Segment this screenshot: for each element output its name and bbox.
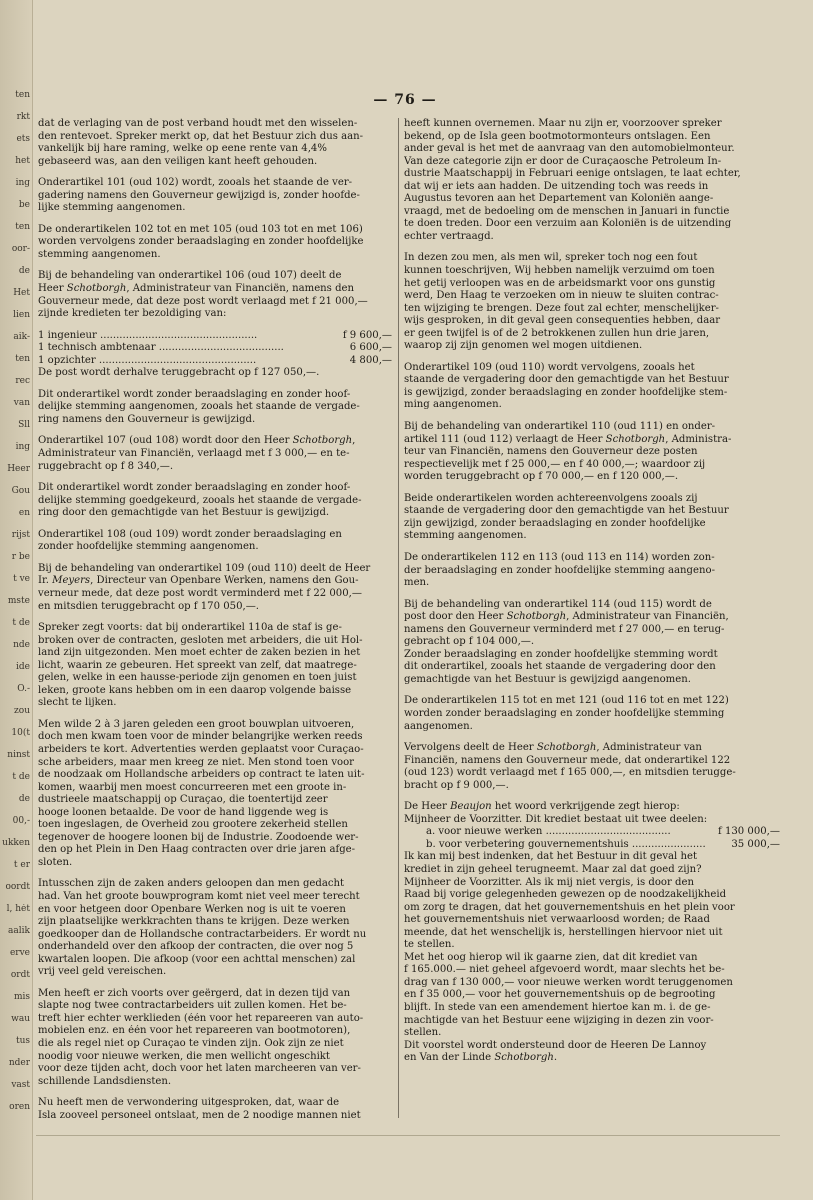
paragraph [38,988,392,1088]
paragraph [38,435,392,473]
margin-note: rkt [16,112,30,122]
text-line: treft hier echter werklieden (één voor het repareeren van auto- [38,1012,364,1024]
paragraph [38,719,392,870]
paragraph [38,878,392,978]
text-line: Spreker zegt voorts: dat bij onderartikel 110a de staf is ge- [38,622,342,634]
text-line: krediet in zijn geheel terugneemt. Maar zal dat goed zijn? [404,863,702,875]
text-line: zijn gewijzigd, zonder beraadslaging en zonder hoofdelijke [404,517,706,529]
margin-note: erve [9,948,30,958]
text-line: wijs gesproken, in dit geval geen consequenties hebben, daar [404,315,721,327]
text-line: Mijnheer de Voorzitter. Als ik mij niet vergis, is door den [404,876,694,888]
paragraph [38,1097,392,1122]
text-line: Nu heeft men de verwondering uitgesproken, dat, waar de [38,1097,340,1109]
text-line: Bij de behandeling van onderartikel 114 (oud 115) wordt de [404,598,712,610]
text-line: worden teruggebracht op f 70 000,— en f 120 000,—. [404,471,679,483]
text-line: Beide onderartikelen worden achtereenvolgens zooals zij [404,492,698,504]
text-line: echter vertraagd. [404,230,494,242]
text-line: den rentevoet. Spreker merkt op, dat het Bestuur zich dus aan- [38,130,364,142]
text-line: Bij de behandeling van onderartikel 106 (oud 107) deelt de [38,270,342,282]
text-line: Onderartikel 109 (oud 110) wordt vervolgens, zooals het [404,361,695,373]
margin-note: tus [15,1036,30,1046]
text-line: gemachtigde van het Bestuur is gewijzigd aangenomen. [404,673,691,685]
text-line: slapte nog twee contractarbeiders uit zullen komen. Het be- [38,1000,347,1012]
text-line: gelen, welke in een hausse-periode zijn genomen en toen juist [38,672,357,684]
margin-note: ets [16,134,30,144]
text-line: te doen treden. Door een verzuim aan Koloniën is de uitzending [404,218,732,230]
margin-note: ten [15,90,30,100]
text-line: worden vervolgens zonder beraadslaging en zonder hoofdelijke [38,236,364,248]
text-line: staande de vergadering door den gemachtigde van het Bestuur [404,374,729,386]
margin-note: ing [15,442,30,452]
margin-note: aalik [8,926,30,936]
text-line: sche arbeiders, maar men kreeg ze niet. Men stond toen voor [38,756,355,768]
text-line: Intusschen zijn de zaken anders geloopen dan men gedacht [38,878,345,890]
left-column [38,118,392,1128]
text-line: schillende Landsdiensten. [38,1075,172,1087]
text-line: drag van f 130 000,— voor nieuwe werken wordt teruggenomen [404,976,733,988]
paragraph [38,389,392,427]
text-line: worden zonder beraadslaging en zonder hoofdelijke stemming [404,707,725,719]
margin-note: t er [13,860,30,870]
margin-note: ten [15,222,30,232]
text-line: blijft. In stede van een amendement hiertoe kan m. i. de ge- [404,1002,711,1013]
margin-note: nde [13,640,30,650]
column-divider [398,118,399,1118]
text-line: komen, waarbij men moest concurreeren met een groote in- [38,781,347,793]
margin-note: be [18,200,30,210]
amount-row [404,839,780,852]
text-line: stemming aangenomen. [404,530,527,542]
margin-note: ten [15,354,30,364]
text-line: men. [404,577,430,589]
text-line: Bij de behandeling van onderartikel 110 (oud 111) en onder- [404,421,716,433]
text-line: ander geval is het met de aanvraag van den automobielmonteur. [404,143,735,155]
text-line: de noodzaak om Hollandsche arbeiders op contract te laten uit- [38,769,365,781]
margin-note: mste [7,596,30,606]
paragraph [404,801,780,1064]
margin-note: aik- [13,332,30,342]
text-line: lijke stemming aangenomen. [38,202,186,214]
text-line: Ir. Meyers, Directeur van Openbare Werken, namens den Gou- [38,575,359,587]
margin-note: de [18,794,30,804]
text-line: Heer Schotborgh, Administrateur van Financiën, namens den [38,283,355,295]
amount-value: f 130 000,— [718,826,780,838]
margin-note: wau [11,1014,30,1024]
paragraph [404,362,780,412]
text-line: en f 35 000,— voor het gouvernementshuis op de begrooting [404,989,716,1001]
text-line: delijke stemming aangenomen, zooals het staande de vergade- [38,401,360,413]
text-line: land zijn uitgezonden. Men moet echter de zaken bezien in het [38,647,361,659]
text-line: machtigde van het Bestuur eene wijziging in dezen zin voor- [404,1014,714,1026]
text-line: Dit onderartikel wordt zonder beraadslaging en zonder hoof- [38,388,351,400]
paragraph [38,529,392,554]
text-line: Isla zooveel personeel ontslaat, men de 2 noodige mannen niet [38,1109,361,1121]
text-line: slecht te lijken. [38,697,117,709]
text-line: vankelijk bij hare raming, welke op eene rente van 4,4% [38,143,327,155]
paragraph [404,695,780,733]
text-line: stemming aangenomen. [38,248,161,260]
text-line: zonder hoofdelijke stemming aangenomen. [38,541,259,553]
paragraph [404,252,780,352]
text-line: Bij de behandeling van onderartikel 109 (oud 110) deelt de Heer [38,562,371,574]
margin-note: oren [9,1102,30,1112]
text-line: kunnen toeschrijven, Wij hebben namelijk verzuimd om toen [404,265,715,277]
text-line: is gewijzigd, zonder beraadslaging en zonder hoofdelijke stem- [404,386,728,398]
margin-note: r be [11,552,30,562]
paragraph [404,742,780,792]
text-line: Van deze categorie zijn er door de Curaçaosche Petroleum In- [404,155,722,167]
text-line: Onderartikel 108 (oud 109) wordt zonder beraadslaging en [38,528,342,540]
text-line: vrij veel geld vereischen. [38,966,167,978]
text-line: In dezen zou men, als men wil, spreker toch nog een fout [404,252,698,264]
margin-note: lien [13,310,30,320]
text-line: Raad bij vorige gelegenheden gewezen op de noodzakelijkheid [404,889,727,901]
text-line: De Heer Beaujon het woord verkrijgende zegt hierop: [404,801,680,813]
text-line: Onderartikel 101 (oud 102) wordt, zooals het staande de ver- [38,177,353,189]
amount-label: b. voor verbetering gouvernementshuis ....................... [426,838,706,850]
text-line: kwartalen loopen. Die afkoop (voor een achttal menschen) zal [38,953,356,965]
paragraph [404,421,780,484]
text-line: onderhandeld over den afkoop der contracten, die over nog 5 [38,941,354,953]
text-line: bracht op f 9 000,—. [404,779,509,791]
margin-note: 00,- [12,816,30,826]
text-line: Onderartikel 107 (oud 108) wordt door den Heer Schotborgh, [38,435,356,447]
right-column [404,118,780,1128]
paragraph [404,599,780,687]
text-line: dustrie Maatschappij in Februari eenige ontslagen, te laat echter, [404,168,741,180]
margin-note: mis [13,992,30,1002]
margin-note: ide [16,662,30,672]
text-line: aangenomen. [404,720,473,732]
text-line: zijnde kredieten ter bezoldiging van: [38,308,227,320]
text-line: voor deze tijden acht, doch voor het laten marcheeren van ver- [38,1063,361,1075]
margin-note: ninst [7,750,30,760]
amount-row [38,330,392,343]
text-line: sloten. [38,856,73,868]
text-line: stellen. [404,1027,442,1039]
text-line: Mijnheer de Voorzitter. Dit krediet bestaat uit twee deelen: [404,813,708,825]
text-line: Augustus tevoren aan het Departement van Koloniën aange- [404,193,714,205]
text-line: doch men kwam toen voor de minder belangrijke werken reeds [38,731,363,743]
margin-note: van [13,398,30,408]
margin-note: Gou [11,486,30,496]
paragraph [404,118,780,243]
amount-row [38,342,392,355]
paragraph [38,482,392,520]
text-line: dit onderartikel, zooals het staande de vergadering door den [404,661,716,673]
text-line: heeft kunnen overnemen. Maar nu zijn er, voorzoover spreker [404,118,722,129]
margin-note: t ve [13,574,30,584]
amount-value: f 9 600,— [342,329,392,341]
text-line: vraagd, met de bedoeling om de menschen in Januari in functie [404,205,730,217]
text-line: namens den Gouverneur verminderd met f 27 000,— en terug- [404,623,725,635]
text-line: en Van der Linde Schotborgh. [404,1052,558,1064]
margin-note: O.- [17,684,30,694]
margin-note: de [18,266,30,276]
text-line: ring namens den Gouverneur is gewijzigd. [38,413,256,425]
text-line: ring door den gemachtigde van het Bestuur is gewijzigd. [38,507,330,519]
margin-note: t de [12,772,30,782]
paragraph [404,552,780,590]
margin-note: ordt [10,970,30,980]
text-line: post door den Heer Schotborgh, Administrateur van Financiën, [404,611,729,623]
amount-value: 6 600,— [349,342,392,354]
text-line: f 165.000.— niet geheel afgevoerd wordt, maar slechts het be- [404,964,725,976]
text-line: delijke stemming goedgekeurd, zooals het staande de vergade- [38,494,362,506]
text-line: De onderartikelen 115 tot en met 121 (oud 116 tot en met 122) [404,695,729,707]
text-line: en mitsdien teruggebracht op f 170 050,—. [38,600,260,612]
text-line: tegenover de hoogere loonen bij de Industrie. Zoodoende wer- [38,831,359,843]
amount-row [38,355,392,368]
text-line: teur van Financiën, namens den Gouverneur deze posten [404,446,698,458]
paragraph [38,118,392,168]
text-line: dat wij er iets aan hadden. De uitzending toch was reeds in [404,180,709,192]
margin-notes [0,90,30,1190]
text-line: zijn plaatselijke werkkrachten thans te krijgen. Deze werken [38,916,350,928]
text-line: mobielen enz. en één voor het repareeren van bootmotoren), [38,1025,351,1037]
text-line: arbeiders te kort. Advertenties werden geplaatst voor Curaçao- [38,743,364,755]
margin-note: rec [15,376,30,386]
text-line: broken over de contracten, gesloten met arbeiders, die uit Hol- [38,634,363,646]
paragraph [38,270,392,320]
margin-note: rijst [11,530,30,540]
text-line: Men heeft er zich voorts over geërgerd, dat in dezen tijd van [38,987,351,999]
text-line: om zorg te dragen, dat het gouvernementshuis en het plein voor [404,901,735,913]
text-line: Zonder beraadslaging en zonder hoofdelijke stemming wordt [404,648,718,660]
text-line: Men wilde 2 à 3 jaren geleden een groot bouwplan uitvoeren, [38,718,355,730]
text-line: dustrieele maatschappij op Curaçao, die toentertijd zeer [38,794,328,806]
text-line: Administrateur van Financiën, verlaagd met f 3 000,— en te- [38,448,350,460]
text-line: ruggebracht op f 8 340,—. [38,460,174,472]
margin-note: ing [15,178,30,188]
paragraph [404,493,780,543]
text-line: hooge loonen betaalde. De voor de hand liggende weg is [38,806,329,818]
text-line: gadering namens den Gouverneur gewijzigd is, zonder hoofde- [38,189,360,201]
text-line: werd, Den Haag te verzoeken om in nieuw te sluiten contrac- [404,290,719,302]
paragraph [38,177,392,215]
margin-note: oor- [11,244,30,254]
text-line: toen ingeslagen, de Overheid zou grootere zekerheid stellen [38,819,348,831]
text-line: waarop zij zijn genomen wel mogen uitdienen. [404,340,643,352]
text-line: noodig voor nieuwe werken, die men wellicht ongeschikt [38,1050,330,1062]
margin-note: oordt [5,882,30,892]
text-line: ten wijziging te brengen. Deze fout zal echter, menschelijker- [404,302,719,314]
amount-value: 35 000,— [731,838,780,850]
text-line: Dit onderartikel wordt zonder beraadslaging en zonder hoof- [38,482,351,494]
text-line: te stellen. [404,939,455,951]
margin-note: vast [11,1080,30,1090]
text-line: De onderartikelen 102 tot en met 105 (oud 103 tot en met 106) [38,223,363,235]
margin-note: Heer [7,464,30,474]
margin-note: Het [13,288,30,298]
text-line: Dit voorstel wordt ondersteund door de Heeren De Lannoy [404,1039,707,1051]
text-line: dat de verlaging van de post verband houdt met den wisselen- [38,118,358,129]
text-line: meende, dat het wenschelijk is, herstellingen hiervoor niet uit [404,926,723,938]
amount-label: 1 ingenieur ................................................. [38,329,258,341]
text-line: Financiën, namens den Gouverneur mede, dat onderartikel 122 [404,754,731,766]
amount-value: 4 800,— [349,354,392,366]
margin-note: l, hét [6,904,30,914]
margin-note: Sll [18,420,30,430]
text-line: leken, groote kans hebben om in een daarop volgende baisse [38,684,352,696]
amount-label: a. voor nieuwe werken ....................................... [426,826,671,838]
text-line: Met het oog hierop wil ik gaarne zien, dat dit krediet van [404,951,698,963]
paragraph [38,563,392,613]
paragraph [38,224,392,262]
text-line: De post wordt derhalve teruggebracht op f 127 050,—. [38,367,320,379]
amount-label: 1 opzichter ................................................. [38,354,257,366]
text-line: Ik kan mij best indenken, dat het Bestuur in dit geval het [404,851,698,863]
margin-note: het [15,156,30,166]
paragraph [38,330,392,380]
text-line: Gouverneur mede, dat deze post wordt verlaagd met f 21 000,— [38,295,368,307]
text-line: goedkooper dan de Hollandsche contractarbeiders. Er wordt nu [38,928,367,940]
text-line: Vervolgens deelt de Heer Schotborgh, Administrateur van [404,742,702,754]
text-line: had. Van het groote bouwprogram komt niet veel meer terecht [38,890,360,902]
amount-label: 1 technisch ambtenaar ....................................... [38,342,284,354]
margin-note: 10(t [11,728,30,738]
amount-row [404,826,780,839]
text-line: bekend, op de Isla geen bootmotormonteurs ontslagen. Een [404,130,711,142]
text-line: De onderartikelen 112 en 113 (oud 113 en 114) worden zon- [404,551,715,563]
text-line: verneur mede, dat deze post wordt verminderd met f 22 000,— [38,587,362,599]
text-line: het getij verloopen was en de arbeidsmarkt voor ons gunstig [404,277,716,289]
margin-note: ukken [2,838,30,848]
text-line: artikel 111 (oud 112) verlaagt de Heer Schotborgh, Administra- [404,433,732,445]
text-line: respectievelijk met f 25 000,— en f 40 000,—; waardoor zij [404,458,706,470]
text-line: ming aangenomen. [404,399,502,411]
text-line: gebracht op f 104 000,—. [404,636,535,648]
text-line: en voor hetgeen door Openbare Werken nog is uit te voeren [38,903,346,915]
paragraph [38,622,392,710]
bottom-rule [36,1135,780,1136]
text-line: die als regel niet op Curaçao te vinden zijn. Ook zijn ze niet [38,1038,344,1049]
text-line: der beraadslaging en zonder hoofdelijke stemming aangeno- [404,564,715,576]
margin-note: en [18,508,30,518]
text-line: (oud 123) wordt verlaagd met f 165 000,—, en mitsdien terugge- [404,767,736,779]
text-line: er geen twijfel is of de 2 betrokkenen zullen hun drie jaren, [404,327,710,339]
text-line: het gouvernementshuis niet verwaarloosd worden; de Raad [404,914,710,926]
margin-note: nder [8,1058,30,1068]
text-line: staande de vergadering door den gemachtigde van het Bestuur [404,505,729,517]
text-line: gebaseerd was, aan den veiligen kant heeft gehouden. [38,155,318,167]
margin-note: zou [14,706,30,716]
text-line: den op het Plein in Den Haag contracten over drie jaren afge- [38,844,356,856]
page-number: — 76 — [373,92,437,108]
margin-note: t de [12,618,30,628]
text-line: licht, waarin ze gebeuren. Het spreekt van zelf, dat maatrege- [38,659,357,671]
